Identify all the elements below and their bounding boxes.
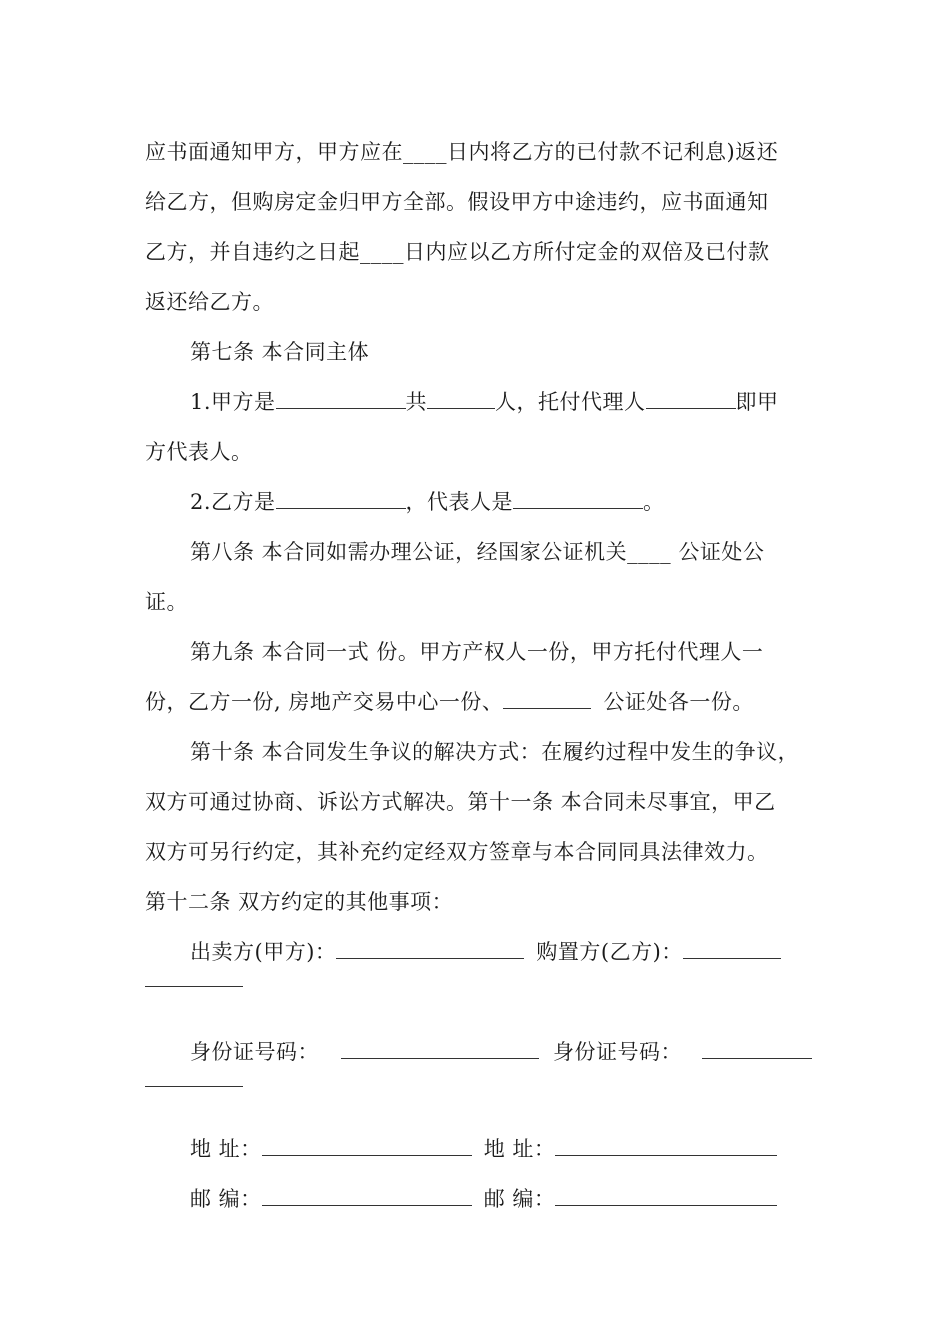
article-7-item-2 bbox=[190, 487, 665, 517]
buyer-postcode-field[interactable] bbox=[555, 1187, 777, 1206]
article-10-line: 双方可通过协商、诉讼方式解决。第十一条 本合同未尽事宜，甲乙 bbox=[145, 790, 776, 814]
buyer-field[interactable] bbox=[683, 940, 781, 959]
paragraph-line: 给乙方，但购房定金归甲方全部。假设甲方中途违约，应书面通知 bbox=[145, 190, 769, 214]
buyer-label: 购置方(乙方)： bbox=[536, 940, 683, 964]
postcode-row bbox=[190, 1184, 777, 1214]
article-9-line bbox=[145, 687, 754, 717]
buyer-address-field[interactable] bbox=[555, 1137, 777, 1156]
article-7-title: 第七条 本合同主体 bbox=[190, 340, 370, 364]
paragraph-line: 乙方，并自违约之日起____日内应以乙方所付定金的双倍及已付款 bbox=[145, 240, 770, 264]
fill-in-blank[interactable] bbox=[646, 390, 736, 409]
article-10-line: 第十条 本合同发生争议的解决方式：在履约过程中发生的争议， bbox=[190, 740, 800, 764]
fill-in-blank[interactable] bbox=[276, 490, 406, 509]
text-segment: ，代表人是 bbox=[405, 490, 514, 514]
buyer-postcode-label: 邮 编： bbox=[483, 1187, 556, 1211]
article-7-item-1-cont: 方代表人。 bbox=[145, 440, 253, 464]
seller-id-label: 身份证号码： bbox=[190, 1040, 319, 1064]
text-segment: 1.甲方是 bbox=[190, 390, 276, 414]
article-9-line: 第九条 本合同一式 份。甲方产权人一份，甲方托付代理人一 bbox=[190, 640, 764, 664]
signature-party-row bbox=[190, 937, 781, 967]
article-8-line: 证。 bbox=[145, 590, 188, 614]
paragraph-line: 应书面通知甲方，甲方应在____日内将乙方的已付款不记利息)返还 bbox=[145, 140, 779, 164]
text-segment: 份，乙方一份, 房地产交易中心一份、 bbox=[145, 690, 504, 714]
seller-id-field[interactable] bbox=[341, 1040, 539, 1059]
seller-label: 出卖方(甲方)： bbox=[190, 940, 337, 964]
buyer-id-field-cont[interactable] bbox=[145, 1086, 243, 1087]
paragraph-line: 返还给乙方。 bbox=[145, 290, 274, 314]
article-12-title: 第十二条 双方约定的其他事项： bbox=[145, 890, 454, 914]
text-segment: 人，托付代理人 bbox=[495, 390, 646, 414]
buyer-field-cont[interactable] bbox=[145, 986, 243, 987]
seller-postcode-label: 邮 编： bbox=[190, 1187, 262, 1211]
id-number-row bbox=[190, 1037, 812, 1067]
fill-in-blank[interactable] bbox=[427, 390, 495, 409]
buyer-id-label: 身份证号码： bbox=[553, 1040, 682, 1064]
seller-address-field[interactable] bbox=[262, 1137, 472, 1156]
address-row bbox=[190, 1134, 777, 1164]
fill-in-blank[interactable] bbox=[503, 690, 591, 709]
fill-in-blank[interactable] bbox=[276, 390, 406, 409]
text-segment: 2.乙方是 bbox=[190, 490, 276, 514]
text-segment: 公证处各一份。 bbox=[603, 690, 754, 714]
article-7-item-1 bbox=[190, 387, 779, 417]
text-segment: 共 bbox=[405, 390, 428, 414]
article-8-line: 第八条 本合同如需办理公证，经国家公证机关____ 公证处公 bbox=[190, 540, 765, 564]
seller-address-label: 地 址： bbox=[190, 1137, 262, 1161]
text-segment: 。 bbox=[643, 490, 665, 514]
buyer-id-field[interactable] bbox=[702, 1040, 812, 1059]
text-segment: 即甲 bbox=[735, 390, 779, 414]
fill-in-blank[interactable] bbox=[513, 490, 643, 509]
seller-field[interactable] bbox=[336, 940, 524, 959]
seller-postcode-field[interactable] bbox=[262, 1187, 472, 1206]
buyer-address-label: 地 址： bbox=[483, 1137, 556, 1161]
article-10-line: 双方可另行约定，其补充约定经双方签章与本合同同具法律效力。 bbox=[145, 840, 769, 864]
